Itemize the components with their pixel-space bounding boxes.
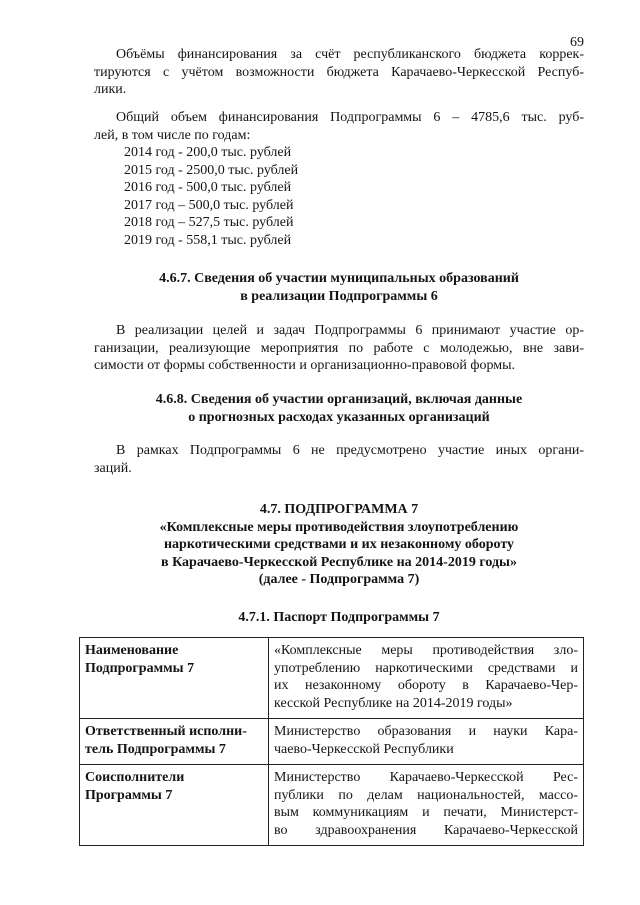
section-467-heading [94,270,584,305]
cell-line: тель Подпрограммы 7 [85,741,226,757]
heading-line: 4.6.7. Сведения об участии муниципальных образований [159,271,519,286]
cell-line: Соисполнители [85,770,185,785]
cell-line: Министерство образования и науки Кара- [274,724,578,739]
text-line: заций. [94,460,132,476]
table-cell-value [269,765,584,846]
table-cell-label [80,719,269,765]
list-item: 2015 год - 2500,0 тыс. рублей [124,162,299,178]
text-line: В рамках Подпрограммы 6 не предусмотрено участие иных органи- [116,443,584,458]
section-467-text [94,322,584,375]
list-item: 2018 год – 527,5 тыс. рублей [124,215,294,230]
cell-line: употреблению наркотическими средствами и [274,660,578,676]
table-row [80,638,584,719]
list-item: 2016 год - 500,0 тыс. рублей [124,180,292,195]
cell-line: их незаконному обороту в Карачаево-Чер- [274,678,578,693]
cell-line: во здравоохранения Карачаево-Черкесской [274,822,578,838]
cell-line: кесской Республике на 2014-2019 годы» [274,695,513,711]
section-468-text [94,442,584,477]
heading-line: о прогнозных расходах указанных организаций [188,409,490,425]
text-line: ганизации, реализующие мероприятия по работе с молодежью, вне зави- [94,340,584,356]
page-number: 69 [570,35,584,50]
heading-line: 4.6.8. Сведения об участии организаций, включая данные [155,392,523,407]
cell-line: Министерство Карачаево-Черкесской Рес- [274,770,578,785]
table-row [80,765,584,846]
heading-line: (далее - Подпрограмма 7) [258,572,420,587]
intro-paragraph-1 [94,46,584,99]
cell-line: Наименование [85,643,179,658]
funding-by-year-list [124,144,298,249]
text-line: тируются с учётом возможности бюджета Карачаево-Черкесской Респуб- [94,64,584,80]
text-line: лики. [94,82,127,97]
text-line: симости от формы собственности и организационно-правовой формы. [94,358,516,373]
cell-line: чаево-Черкесской Республики [274,741,454,757]
table-cell-value [269,638,584,719]
cell-line: вым коммуникациям и печати, Министерст- [274,805,578,820]
heading-line: «Комплексные меры противодействия злоупотреблению [159,519,519,535]
table-cell-value [269,719,584,765]
heading-line: в реализации Подпрограммы 6 [240,288,438,304]
passport-heading [94,609,584,627]
text-line: Общий объем финансирования Подпрограммы 6 – 4785,6 тыс. руб- [116,110,584,125]
intro-paragraph-2 [94,109,584,144]
heading-line: 4.7. ПОДПРОГРАММА 7 [259,502,419,517]
cell-line: Программы 7 [85,787,173,803]
table-row [80,719,584,765]
cell-line: Ответственный исполни- [85,724,247,739]
text-line: Объёмы финансирования за счёт республиканского бюджета коррек- [116,47,584,62]
cell-line: «Комплексные меры противодействия зло- [274,643,578,658]
list-item: 2014 год - 200,0 тыс. рублей [124,145,292,160]
list-item: 2017 год – 500,0 тыс. рублей [124,197,294,213]
heading-line: 4.7.1. Паспорт Подпрограммы 7 [238,610,440,625]
heading-line: в Карачаево-Черкесской Республике на 2014-2019 годы» [161,554,517,570]
table-cell-label [80,765,269,846]
cell-line: публики по делам национальностей, массо- [274,787,578,803]
subprogram-7-heading [94,501,584,589]
section-468-heading [94,391,584,426]
heading-line: наркотическими средствами и их незаконному обороту [163,537,515,552]
passport-table [79,637,584,846]
cell-line: Подпрограммы 7 [85,660,195,676]
text-line: лей, в том числе по годам: [94,127,251,143]
text-line: В реализации целей и задач Подпрограммы 6 принимают участие ор- [116,323,584,338]
list-item: 2019 год - 558,1 тыс. рублей [124,232,292,248]
table-cell-label [80,638,269,719]
